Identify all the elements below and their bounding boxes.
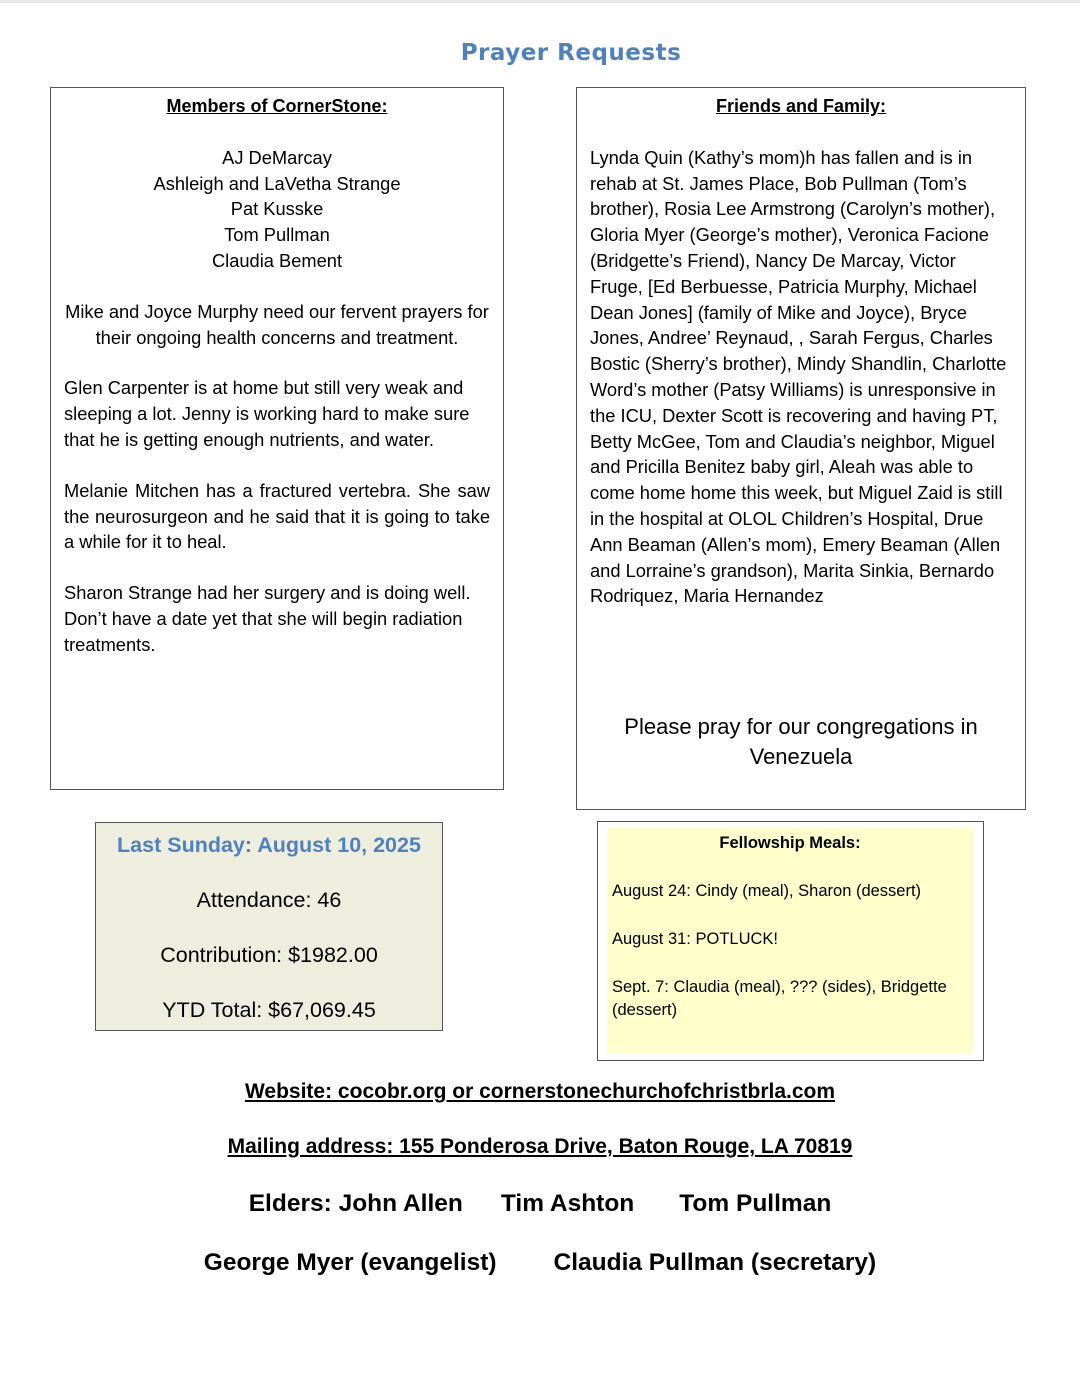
strange-paragraph: Sharon Strange had her surgery and is doing well. Don’t have a date yet that she will begin radiation treatments.: [64, 582, 471, 655]
fellowship-meals-heading: Fellowship Meals:: [719, 834, 861, 852]
member-name: Pat Kusske: [230, 198, 324, 220]
elder-tom-pullman: Tom Pullman: [679, 1190, 832, 1217]
last-sunday-box: [95, 822, 443, 1031]
carpenter-paragraph: Glen Carpenter is at home but still very weak and sleeping a lot. Jenny is working hard to make sure that he is getting enough nutrients, and water.: [64, 377, 470, 450]
venezuela-request: [577, 712, 1025, 772]
member-name: AJ DeMarcay: [222, 146, 332, 168]
member-name: Tom Pullman: [224, 224, 330, 246]
fellowship-meals-panel: [607, 828, 973, 1054]
members-box: [50, 87, 504, 790]
elders-line: [0, 1190, 1080, 1218]
members-name-list: [64, 145, 490, 274]
attendance: Attendance: 46: [196, 888, 342, 912]
ytd-total: YTD Total: $67,069.45: [162, 998, 376, 1022]
friends-prayer-list: Lynda Quin (Kathy’s mom)h has fallen and is in rehab at St. James Place, Bob Pullman (Tom’s brother), Rosia Lee Armstrong (Carolyn’s mother), Gloria Myer (George’s mother), Veronica Facione (Bridgette’s Friend), Nancy De Marcay, Victor Fruge, [Ed Berbuesse, Patricia Murphy, Michael Dean Jones] (family of Mike and Joyce), Bryce Jones, Andree’ Reynaud, , Sarah Fergus, Charles Bostic (Sherry’s brother), Mindy Shandlin, Charlotte Word’s mother (Patsy Williams) is unresponsive in the ICU, Dexter Scott is recovering and having PT, Betty McGee, Tom and Claudia’s neighbor, Miguel and Pricilla Benitez baby girl, Aleah was able to come home home this week, but Miguel Zaid is still in the hospital at OLOL Children’s Hospital, Drue Ann Beaman (Allen’s mom), Emery Beaman (Allen and Lorraine’s grandson), Marita Sinkia, Bernardo Rodriquez, Maria Hernandez: [590, 146, 1007, 607]
last-sunday-title: Last Sunday: August 10, 2025: [117, 833, 421, 857]
murphy-paragraph: Mike and Joyce Murphy need our fervent prayers for their ongoing health concerns and treatment.: [65, 300, 489, 348]
page-title: Prayer Requests: [460, 40, 682, 66]
staff-line: [0, 1249, 1080, 1277]
member-name: Claudia Bement: [211, 249, 343, 271]
members-heading: Members of CornerStone:: [166, 96, 388, 116]
meal-item: August 24: Cindy (meal), Sharon (dessert): [612, 882, 922, 900]
meal-item: Sept. 7: Claudia (meal), ??? (sides), Bridgette (dessert): [612, 978, 947, 1019]
fellowship-meals-box: [597, 821, 984, 1061]
friends-box: [576, 87, 1026, 810]
meal-item: August 31: POTLUCK!: [612, 930, 778, 948]
evangelist: George Myer (evangelist): [203, 1249, 497, 1276]
venezuela-line-1: Please pray for our congregations in: [624, 714, 978, 739]
elder-john-allen: Elders: John Allen: [248, 1190, 463, 1217]
member-name: Ashleigh and LaVetha Strange: [153, 172, 401, 194]
website-link[interactable]: Website: cocobr.org or cornerstonechurchofchristbrla.com: [244, 1080, 836, 1103]
contribution: Contribution: $1982.00: [160, 943, 378, 967]
mitchen-paragraph: Melanie Mitchen has a fractured vertebra. She saw the neurosurgeon and he said that it is going to take a while for it to heal.: [64, 479, 490, 553]
top-rule: [0, 0, 1080, 3]
elder-tim-ashton: Tim Ashton: [500, 1190, 635, 1217]
venezuela-line-2: Venezuela: [749, 744, 853, 769]
friends-heading: Friends and Family:: [715, 96, 887, 116]
mailing-address: Mailing address: 155 Ponderosa Drive, Baton Rouge, LA 70819: [227, 1135, 853, 1158]
secretary: Claudia Pullman (secretary): [553, 1249, 877, 1276]
